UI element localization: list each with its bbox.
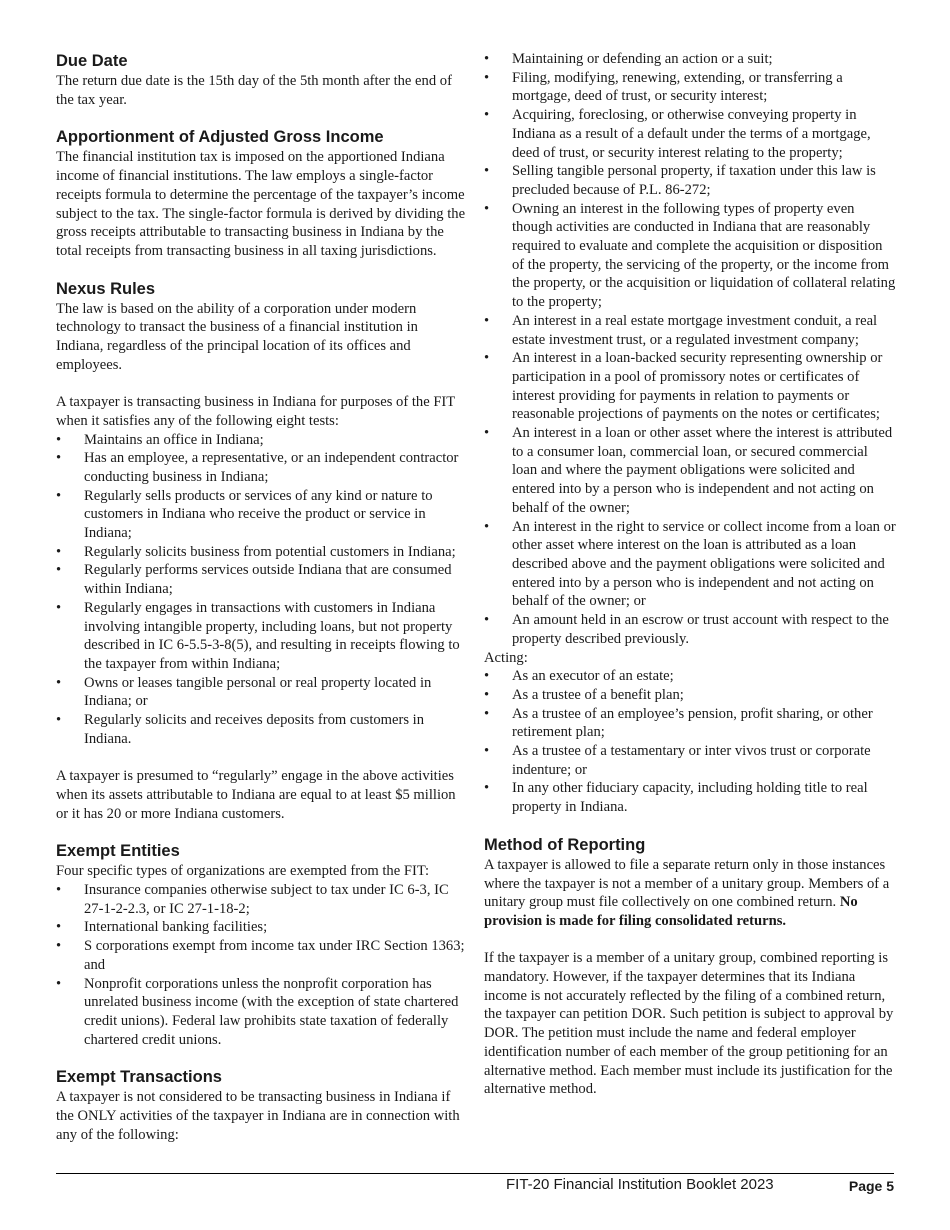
exempt-transactions-list [484,50,896,649]
list-item: • Maintaining or defending an action or a suit; [484,50,896,69]
exempt-transactions-text: A taxpayer is not considered to be transacting business in Indiana if the ONLY activities of the taxpayer in Indiana are in connection with any of the following: [56,1089,460,1143]
list-item: • Maintains an office in Indiana; [56,431,466,450]
method-paragraph-2: If the taxpayer is a member of a unitary group, combined reporting is mandatory. However, if the taxpayer determines that its Indiana income is not accurately reflected by the filing of a combined return, the taxpayer can petition DOR. Such petition is subject to approval by DOR. The petition must include the name and federal employer identification number of each member of the group petitioning for an alternative method. Each member must include its justification for the alternative method. [484,950,894,1098]
exempt-entities-intro: Four specific types of organizations are exempted from the FIT: [56,863,430,880]
right-column [484,50,896,1099]
list-item: • Selling tangible personal property, if taxation under this law is precluded because of P.L. 86-272; [484,162,896,199]
list-item: • Regularly sells products or services of any kind or nature to customers in Indiana who receive the product or service in Indiana; [56,487,466,543]
list-item: • Filing, modifying, renewing, extending, or transferring a mortgage, deed of trust, or security interest; [484,69,896,106]
acting-label: Acting: [484,649,528,666]
nexus-section [56,278,466,824]
exempt-entities-list [56,881,466,1049]
list-item: • Regularly engages in transactions with customers in Indiana involving intangible property, including loans, but not property described in IC 6-5.5-3-8(5), and resulting in receipts flowing to the taxpayer from within Indiana; [56,599,466,674]
exempt-transactions-heading: Exempt Transactions [56,1068,222,1087]
list-item: • Regularly performs services outside Indiana that are consumed within Indiana; [56,561,466,598]
footer-page-number: Page 5 [848,1178,894,1194]
list-item: • Insurance companies otherwise subject to tax under IC 6-3, IC 27-1-2-2.3, or IC 27-1-18-2; [56,881,466,918]
list-item: • Acquiring, foreclosing, or otherwise conveying property in Indiana as a result of a default under the terms of a mortgage, deed of trust, or security interest relating to the property; [484,106,896,162]
left-column [56,50,466,1144]
apportionment-text: The financial institution tax is imposed on the apportioned Indiana income of financial institutions. The law employs a single-factor receipts formula to determine the percentage of the taxpayer’s income subject to the tax. The single-factor formula is derived by dividing the gross receipts attributable to transacting business in Indiana by the total receipts from transacting business in all taxing jurisdictions. [56,149,466,259]
list-item: • Owns or leases tangible personal or real property located in Indiana; or [56,674,466,711]
nexus-paragraph-3: A taxpayer is presumed to “regularly” engage in the above activities when its assets attributable to Indiana are equal to at least $5 million or it has 20 or more Indiana customers. [56,768,456,822]
list-item: • Nonprofit corporations unless the nonprofit corporation has unrelated business income (with the exception of state chartered credit unions). Federal law prohibits state taxation of federally chartered credit unions. [56,975,466,1050]
list-item: • An interest in a loan-backed security representing ownership or participation in a pool of promissory notes or certificates of interest providing for payments in relation to payments or reasonable projections of payments on the notes or certificates; [484,349,896,424]
list-item: • An interest in a loan or other asset where the interest is attributed to a consumer loan, commercial loan, or secured commercial loan and where the payment obligations were solicited and entered into by a person who is independent and not acting on behalf of the owner; [484,424,896,518]
footer-divider [56,1173,894,1174]
list-item: • As a trustee of a testamentary or inter vivos trust or corporate indenture; or [484,742,896,779]
list-item: • As an executor of an estate; [484,667,896,686]
acting-list [484,667,896,817]
exempt-entities-heading: Exempt Entities [56,842,180,861]
list-item: • An amount held in an escrow or trust account with respect to the property described previously. [484,611,896,648]
list-item: • An interest in a real estate mortgage investment conduit, a real estate investment trust, or a regulated investment company; [484,312,896,349]
list-item: • Regularly solicits and receives deposits from customers in Indiana. [56,711,466,748]
method-heading: Method of Reporting [484,835,646,854]
footer-booklet-title: FIT-20 Financial Institution Booklet 2023 [506,1176,774,1193]
nexus-paragraph-1: The law is based on the ability of a corporation under modern technology to transact the business of a financial institution in Indiana, regardless of the principal location of its offices and employees. [56,300,418,373]
list-item: • As a trustee of a benefit plan; [484,686,896,705]
list-item: • In any other fiduciary capacity, including holding title to real property in Indiana. [484,779,896,816]
list-item: • Owning an interest in the following types of property even though activities are conducted in Indiana that are reasonably required to evaluate and complete the acquisition or disposition of the property, the servicing of the property, or the income from the property, or the acquisition or liquidation of collateral relating to the property; [484,200,896,312]
method-paragraph-1 [484,856,896,931]
list-item: • Regularly solicits business from potential customers in Indiana; [56,543,466,562]
due-date-text: The return due date is the 15th day of the 5th month after the end of the tax year. [56,73,452,108]
list-item: • International banking facilities; [56,918,466,937]
exempt-transactions-section [56,1066,466,1144]
list-item: • An interest in the right to service or collect income from a loan or other asset where interest on the loan is attributed as a loan described above and the payment obligations were solicited and entered into by a person who is independent and not acting on behalf of the owner; or [484,518,896,612]
apportionment-heading: Apportionment of Adjusted Gross Income [56,128,384,147]
list-item: • Has an employee, a representative, or an independent contractor conducting business in Indiana; [56,449,466,486]
apportionment-section [56,126,466,260]
method-paragraph-1-text: A taxpayer is allowed to file a separate return only in those instances where the taxpayer is not a member of a unitary group. Members of a unitary group must file collectively on one combined return. [484,856,890,911]
method-of-reporting-section [484,834,896,1099]
method-paragraph-1-bold: No provision is made for filing consolidated returns. [484,894,858,929]
exempt-entities-section [56,840,466,1049]
due-date-section [56,50,466,109]
due-date-heading: Due Date [56,52,128,70]
nexus-heading: Nexus Rules [56,279,156,298]
list-item: • S corporations exempt from income tax under IRC Section 1363; and [56,937,466,974]
nexus-paragraph-2: A taxpayer is transacting business in Indiana for purposes of the FIT when it satisfies any of the following eight tests: [56,394,455,429]
nexus-tests-list [56,431,466,749]
list-item: • As a trustee of an employee’s pension, profit sharing, or other retirement plan; [484,705,896,742]
